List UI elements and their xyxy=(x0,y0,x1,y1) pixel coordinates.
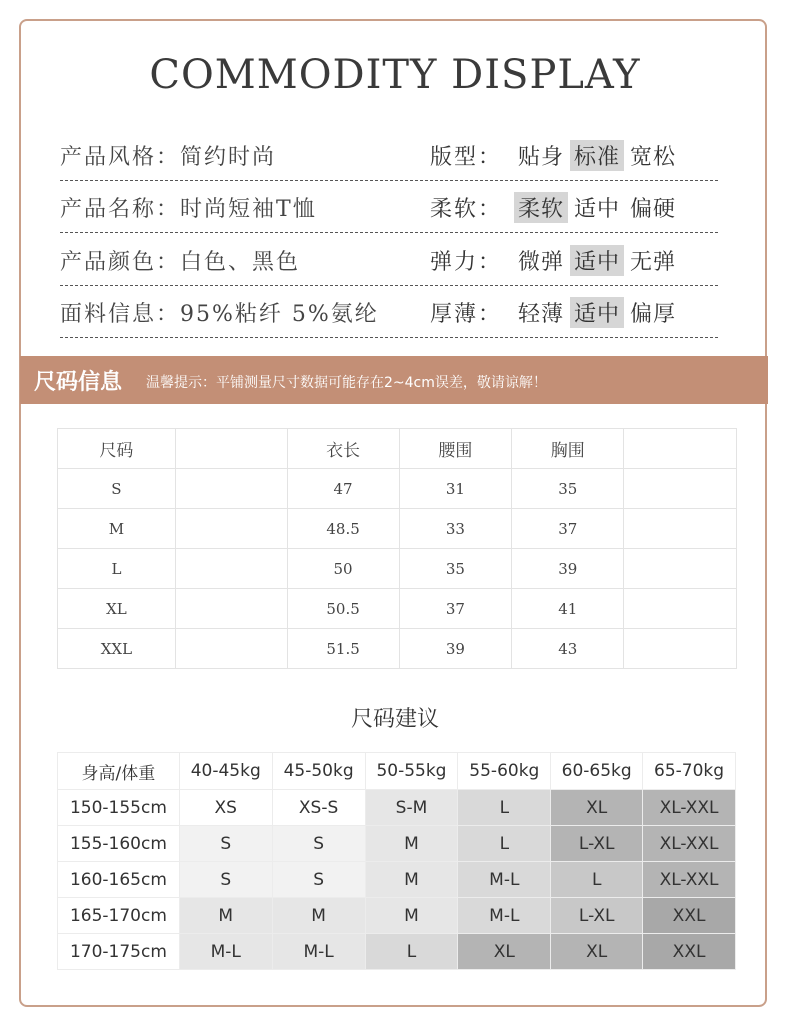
spec-right xyxy=(430,245,682,276)
recommend-cell: XL-XXL xyxy=(643,826,736,862)
spec-right-label: 版型： xyxy=(430,145,503,170)
size-cell: M xyxy=(58,509,176,549)
recommend-title: 尺码建议 xyxy=(350,707,439,732)
size-cell: 37 xyxy=(399,589,512,629)
spec-option: 无弹 xyxy=(630,250,677,275)
size-cell xyxy=(175,509,287,549)
recommend-header-cell: 55-60kg xyxy=(458,753,551,790)
spec-option: 宽松 xyxy=(630,145,677,170)
table-row xyxy=(58,862,736,898)
recommend-cell: L-XL xyxy=(551,898,643,934)
size-table xyxy=(57,428,737,669)
size-cell xyxy=(175,469,287,509)
recommend-cell: M xyxy=(272,898,365,934)
size-cell: 50 xyxy=(287,549,399,589)
recommend-header-cell: 45-50kg xyxy=(272,753,365,790)
recommend-cell: S-M xyxy=(365,790,458,826)
spec-row xyxy=(60,128,718,181)
spec-right xyxy=(430,140,682,171)
spec-left-label: 产品颜色： xyxy=(60,250,181,275)
recommend-cell: M-L xyxy=(272,934,365,970)
spec-option: 微弹 xyxy=(518,250,565,275)
spec-option-selected: 标准 xyxy=(570,140,624,171)
height-range-label: 165-170cm xyxy=(58,898,180,934)
table-row xyxy=(58,898,736,934)
recommend-cell: XXL xyxy=(643,898,736,934)
size-cell: 47 xyxy=(287,469,399,509)
spec-left-label: 产品风格： xyxy=(60,145,181,170)
height-range-label: 170-175cm xyxy=(58,934,180,970)
recommend-cell: M-L xyxy=(179,934,272,970)
size-cell xyxy=(175,589,287,629)
spec-option: 轻薄 xyxy=(518,302,565,327)
size-header-cell xyxy=(624,429,737,469)
size-cell: 35 xyxy=(512,469,624,509)
recommend-cell: XL-XXL xyxy=(643,862,736,898)
size-cell: 31 xyxy=(399,469,512,509)
recommend-cell: L xyxy=(458,790,551,826)
recommend-header-cell: 50-55kg xyxy=(365,753,458,790)
spec-option-selected: 柔软 xyxy=(514,192,568,223)
spec-left-value: 时尚短袖T恤 xyxy=(180,197,317,222)
size-info-banner xyxy=(20,356,768,404)
spec-right-label: 弹力： xyxy=(430,250,503,275)
size-cell xyxy=(624,629,737,669)
size-header-cell xyxy=(175,429,287,469)
spec-option: 贴身 xyxy=(518,145,565,170)
recommend-cell: XS-S xyxy=(272,790,365,826)
size-header-cell: 衣长 xyxy=(287,429,399,469)
spec-right xyxy=(430,297,682,328)
spec-left-value: 简约时尚 xyxy=(180,145,277,170)
recommend-cell: S xyxy=(272,862,365,898)
size-cell: S xyxy=(58,469,176,509)
recommend-cell: M xyxy=(179,898,272,934)
spec-row xyxy=(60,180,718,233)
banner-title: 尺码信息 xyxy=(34,370,123,395)
size-header-cell: 尺码 xyxy=(58,429,176,469)
spec-left-label: 面料信息： xyxy=(60,302,181,327)
size-cell xyxy=(624,589,737,629)
size-cell xyxy=(624,549,737,589)
page-title: COMMODITY DISPLAY xyxy=(149,52,641,98)
size-cell: 48.5 xyxy=(287,509,399,549)
recommend-header-cell: 65-70kg xyxy=(643,753,736,790)
size-cell xyxy=(175,549,287,589)
size-recommend-table xyxy=(57,752,736,970)
recommend-cell: XXL xyxy=(643,934,736,970)
size-cell: 39 xyxy=(399,629,512,669)
size-cell: XXL xyxy=(58,629,176,669)
recommend-cell: M-L xyxy=(458,862,551,898)
recommend-cell: M xyxy=(365,862,458,898)
recommend-cell: L xyxy=(365,934,458,970)
spec-row xyxy=(60,233,718,286)
spec-left xyxy=(60,297,379,328)
recommend-cell: XL xyxy=(551,934,643,970)
size-cell: 50.5 xyxy=(287,589,399,629)
size-cell: 43 xyxy=(512,629,624,669)
spec-left-label: 产品名称： xyxy=(60,197,181,222)
table-row xyxy=(58,826,736,862)
size-table-header xyxy=(58,429,737,469)
recommend-header-cell: 60-65kg xyxy=(551,753,643,790)
spec-option: 适中 xyxy=(574,197,621,222)
table-row xyxy=(58,934,736,970)
size-cell xyxy=(624,469,737,509)
recommend-header-cell: 身高/体重 xyxy=(58,753,180,790)
table-row xyxy=(58,549,737,589)
size-cell: 51.5 xyxy=(287,629,399,669)
size-cell: 37 xyxy=(512,509,624,549)
spec-left xyxy=(60,140,276,171)
spec-option: 偏厚 xyxy=(630,302,677,327)
recommend-cell: S xyxy=(272,826,365,862)
recommend-cell: XL xyxy=(458,934,551,970)
recommend-cell: L xyxy=(551,862,643,898)
table-row xyxy=(58,629,737,669)
banner-note: 温馨提示：平铺测量尺寸数据可能存在2~4cm误差，敬请谅解！ xyxy=(146,375,547,391)
size-cell: 35 xyxy=(399,549,512,589)
height-range-label: 160-165cm xyxy=(58,862,180,898)
table-row xyxy=(58,509,737,549)
spec-option-selected: 适中 xyxy=(570,297,624,328)
size-cell: 41 xyxy=(512,589,624,629)
spec-right xyxy=(430,192,682,223)
size-header-cell: 胸围 xyxy=(512,429,624,469)
spec-option-selected: 适中 xyxy=(570,245,624,276)
recommend-header-cell: 40-45kg xyxy=(179,753,272,790)
size-cell: XL xyxy=(58,589,176,629)
recommend-cell: M xyxy=(365,898,458,934)
size-cell xyxy=(624,509,737,549)
recommend-cell: S xyxy=(179,826,272,862)
recommend-cell: XS xyxy=(179,790,272,826)
spec-left xyxy=(60,245,300,276)
height-range-label: 150-155cm xyxy=(58,790,180,826)
size-header-cell: 腰围 xyxy=(399,429,512,469)
height-range-label: 155-160cm xyxy=(58,826,180,862)
recommend-cell: XL xyxy=(551,790,643,826)
table-row xyxy=(58,589,737,629)
size-cell: 33 xyxy=(399,509,512,549)
spec-right-label: 厚薄： xyxy=(430,302,503,327)
size-cell: L xyxy=(58,549,176,589)
recommend-cell: L xyxy=(458,826,551,862)
spec-left-value: 白色、黑色 xyxy=(180,250,301,275)
table-row xyxy=(58,790,736,826)
spec-option: 偏硬 xyxy=(630,197,677,222)
recommend-cell: M-L xyxy=(458,898,551,934)
size-cell xyxy=(175,629,287,669)
spec-left xyxy=(60,192,317,223)
size-cell: 39 xyxy=(512,549,624,589)
spec-left-value: 95%粘纤 5%氨纶 xyxy=(180,302,379,327)
recommend-cell: M xyxy=(365,826,458,862)
recommend-cell: S xyxy=(179,862,272,898)
spec-row xyxy=(60,285,718,338)
recommend-table-header xyxy=(58,753,736,790)
recommend-cell: L-XL xyxy=(551,826,643,862)
table-row xyxy=(58,469,737,509)
spec-right-label: 柔软： xyxy=(430,197,503,222)
recommend-cell: XL-XXL xyxy=(643,790,736,826)
